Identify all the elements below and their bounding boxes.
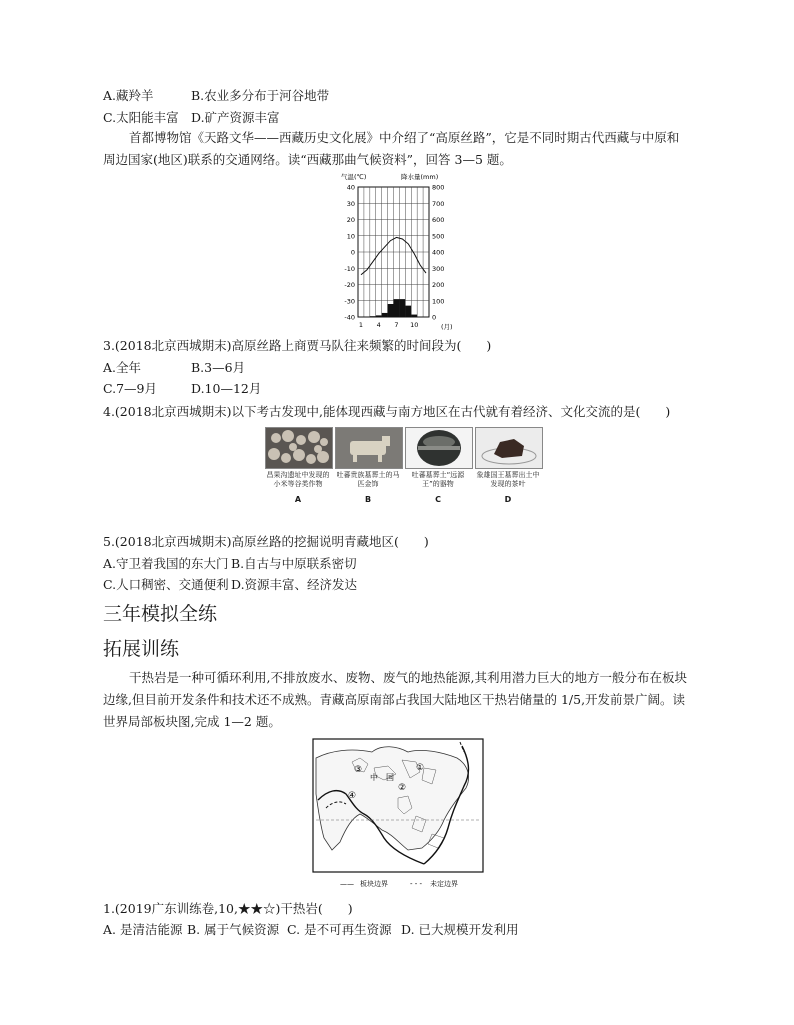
option: C.人口稠密、交通便利: [103, 577, 229, 592]
left-tick: 0: [350, 248, 355, 257]
marker-2: ②: [398, 783, 407, 793]
caption-a: 昌果沟遗址中发现的小米等谷类作物: [266, 471, 330, 488]
left-ticks: [344, 184, 355, 322]
right-axis-label: 降水量(mm): [401, 173, 439, 181]
left-tick: -30: [344, 297, 355, 306]
x-tick: 4: [376, 321, 381, 329]
legend-symbol-dashed: - - -: [410, 880, 423, 888]
right-tick: 300: [432, 264, 445, 273]
right-tick: 800: [432, 183, 445, 192]
option: A.全年: [103, 360, 142, 375]
q3-stem: 3.(2018北京西城期末)高原丝路上商贾马队往来频繁的时间段为( ): [103, 338, 492, 353]
chart-grid: [358, 187, 429, 317]
option: D.矿产资源丰富: [191, 110, 280, 125]
option: A.守卫着我国的东大门: [103, 556, 229, 571]
option: D.资源丰富、经济发达: [231, 577, 358, 592]
right-ticks: [432, 184, 444, 322]
q5-stem: 5.(2018北京西城期末)高原丝路的挖掘说明青藏地区( ): [103, 534, 429, 549]
left-tick: 20: [346, 216, 355, 224]
precip-bar: [399, 299, 405, 317]
label-b: B: [364, 495, 372, 504]
image-d: [475, 427, 543, 469]
x-ticks: [359, 321, 418, 329]
legend-text-dashed: 未定边界: [430, 880, 458, 888]
precip-bar: [394, 299, 400, 317]
right-tick: 500: [432, 232, 445, 241]
option: C. 是不可再生资源: [287, 922, 392, 937]
prev-options-row-2: [103, 109, 280, 127]
left-tick: 30: [346, 199, 355, 208]
image-b: [335, 427, 403, 469]
precip-bar: [405, 306, 411, 317]
left-tick: 10: [346, 232, 355, 241]
right-tick: 600: [432, 216, 445, 224]
x-tick: 1: [358, 321, 364, 329]
option: B.自古与中原联系密切: [231, 556, 357, 571]
marker-1: ①: [416, 763, 425, 773]
image-a: [265, 427, 333, 469]
precip-bar: [382, 313, 388, 317]
option: A.藏羚羊: [103, 88, 154, 103]
prev-options-row-1: [103, 87, 329, 105]
country-label: 中 国: [370, 773, 394, 782]
left-tick: 40: [346, 183, 355, 192]
label-d: D: [504, 495, 512, 504]
legend-text-solid: 板块边界: [360, 880, 388, 888]
right-tick: 400: [432, 248, 445, 257]
legend-symbol-solid: ——: [340, 880, 354, 888]
q5-options-row-1: [103, 555, 357, 573]
option: C.太阳能丰富: [103, 110, 179, 125]
q5-options-row-2: [103, 576, 357, 594]
marker-4: ④: [348, 791, 357, 801]
option: C.7—9月: [103, 381, 157, 396]
left-tick: -40: [344, 313, 355, 322]
left-axis-label: 气温(℃): [341, 173, 367, 181]
precip-bar: [376, 315, 382, 317]
x-tick: 10: [410, 321, 419, 329]
option: B. 属于气候资源: [187, 922, 280, 937]
option: B.农业多分布于河谷地带: [191, 88, 330, 103]
q3-options-row-2: [103, 380, 261, 398]
precip-bar: [388, 304, 394, 317]
option: A. 是清洁能源: [103, 922, 183, 937]
x-unit: (月): [441, 323, 453, 331]
hot-rock-paragraph: 干热岩是一种可循环利用,不排放废水、废物、废气的地热能源,其利用潜力巨大的地方一般分布在板块边缘,但目前开发条件和技术还不成熟。青藏高原南部占我国大陆地区干热岩储量的 1/5,开发前景广阔。读世界局部板块图,完成 1—2 题。: [103, 670, 687, 729]
caption-c: 吐蕃墓葬土“远源王”的器物: [411, 471, 465, 488]
intro-paragraph: 首都博物馆《天路文华——西藏历史文化展》中介绍了“高原丝路”，它是不同时期古代西藏与中原和周边国家(地区)联系的交通网络。读“西藏那曲气候资料”，回答 3—5 题。: [103, 130, 680, 167]
caption-d: 象雄国王墓葬出土中发现的茶叶: [476, 471, 540, 488]
precip-bar: [370, 316, 376, 317]
right-tick: 700: [432, 199, 445, 208]
label-a: A: [294, 495, 302, 504]
q3-options-row-1: [103, 359, 245, 377]
caption-b: 吐蕃贵族墓葬土的马匹金饰: [336, 471, 400, 488]
section-heading: 拓展训练: [103, 638, 180, 660]
right-tick: 0: [432, 313, 437, 322]
option: D. 已大规模开发利用: [401, 922, 519, 937]
right-tick: 200: [432, 281, 445, 289]
climate-chart: [333, 172, 468, 332]
image-c: [405, 427, 473, 469]
label-c: C: [435, 495, 441, 504]
q4-stem: 4.(2018北京西城期末)以下考古发现中,能体现西藏与南方地区在古代就有着经济、文化交流的是( ): [103, 404, 671, 419]
section-heading: 三年模拟全练: [103, 603, 218, 625]
q1-options-row: [103, 921, 519, 939]
right-tick: 100: [432, 297, 445, 306]
precip-bar: [411, 315, 417, 317]
x-tick: 7: [394, 321, 399, 329]
plate-boundary-map: [312, 738, 484, 890]
marker-3: ③: [354, 765, 363, 775]
left-tick: -10: [344, 264, 355, 273]
left-tick: -20: [344, 281, 355, 289]
option: D.10—12月: [191, 381, 262, 396]
q4-image-row: [265, 427, 545, 507]
q1-stem: 1.(2019广东训练卷,10,★★☆)干热岩( ): [103, 901, 353, 916]
option: B.3—6月: [191, 360, 246, 375]
